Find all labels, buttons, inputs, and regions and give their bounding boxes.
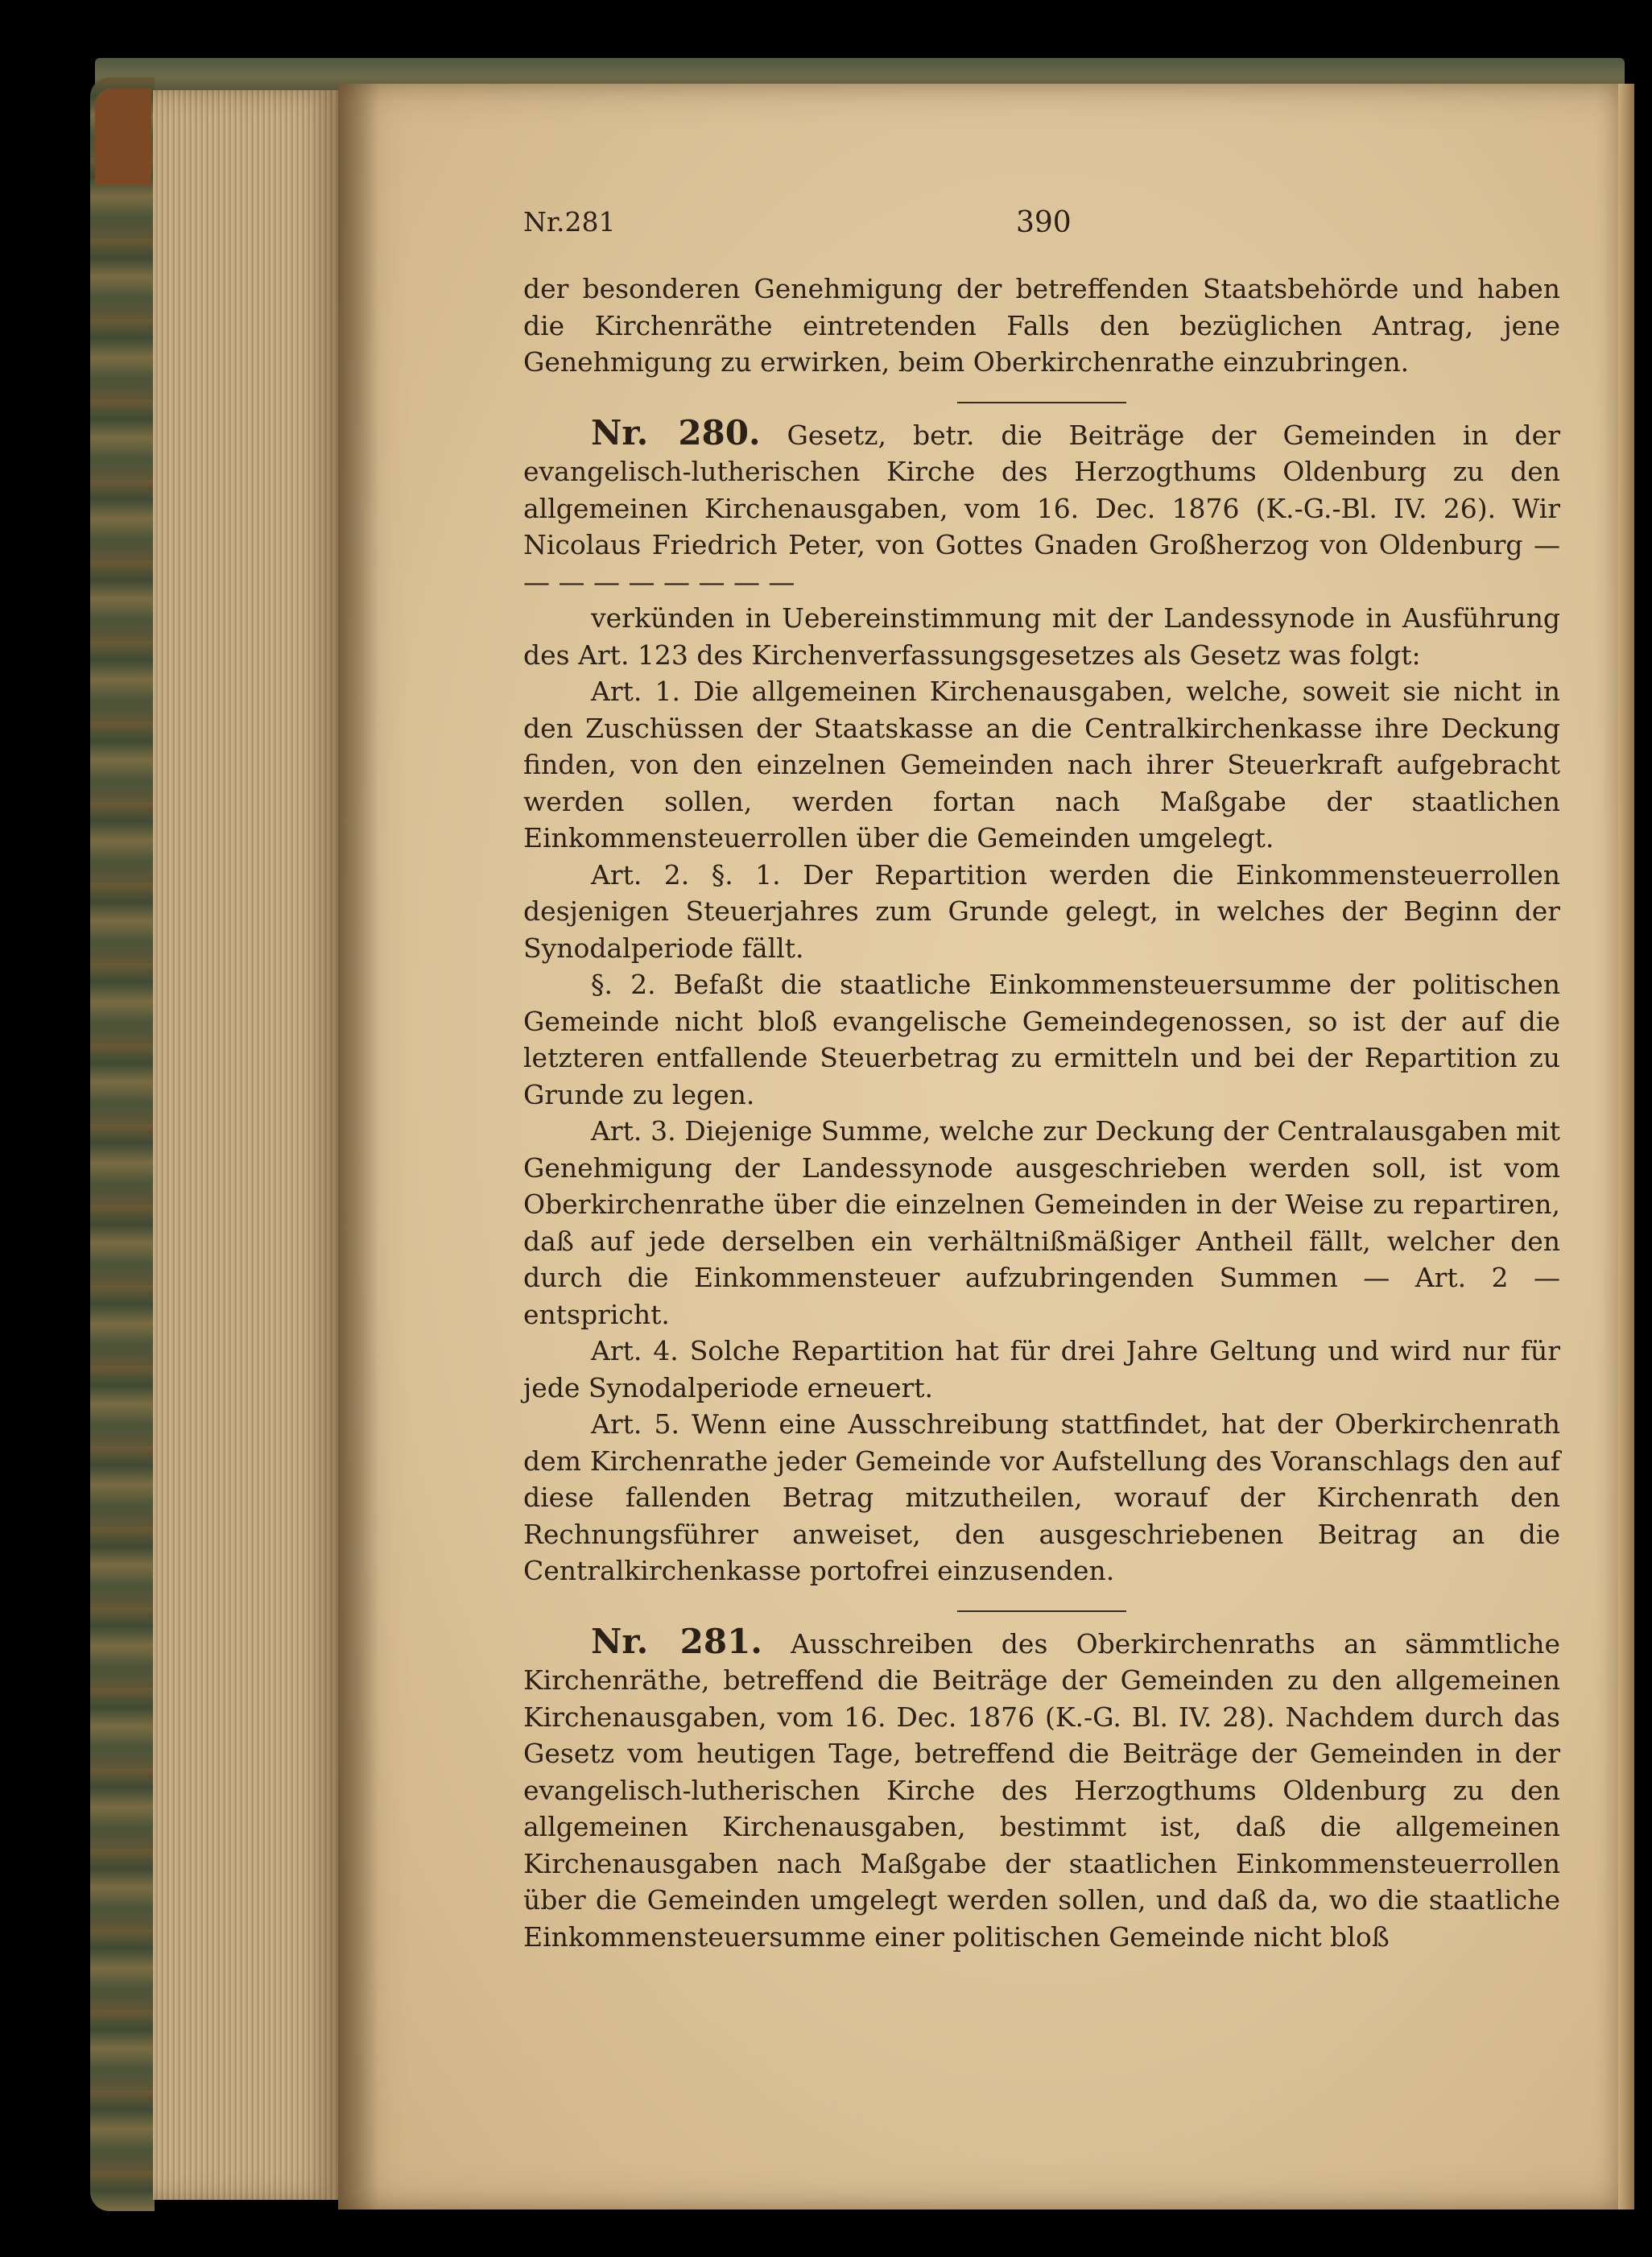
leather-corner	[95, 89, 151, 185]
nr280-art4: Art. 4. Solche Repartition hat für drei Jahre Geltung und wird nur für jede Synodalperiode erneuert.	[523, 1335, 1560, 1403]
page-number: 390	[1016, 206, 1072, 239]
intro-paragraph: der besonderen Genehmigung der betreffenden Staatsbehörde und haben die Kirchenräthe eintretenden Falls den bezüglichen Antrag, jene Genehmigung zu erwirken, beim Oberkirchenrathe einzubringen.	[523, 273, 1560, 378]
nr280-art1: Art. 1. Die allgemeinen Kirchenausgaben, welche, soweit sie nicht in den Zuschüssen der Staatskasse an die Centralkirchenkasse ihre Deckung finden, von den einzelnen Gemeinden nach ihrer Steuerkraft aufgebracht werden sollen, werden fortan nach Maßgabe der staatlichen Einkommensteuerrollen über die Gemeinden umgelegt.	[523, 676, 1560, 854]
nr280-art3: Art. 3. Diejenige Summe, welche zur Deckung der Centralausgaben mit Genehmigung der Landessynode ausgeschrieben werden soll, ist vom Oberkirchenrathe über die einzelnen Gemeinden in der Weise zu repartiren, daß auf jede derselben ein verhältnißmäßiger Antheil fällt, welcher den durch die Einkommensteuer aufzubringenden Summen — Art. 2 — entspricht.	[523, 1115, 1560, 1330]
nr280-art2: Art. 2. §. 1. Der Repartition werden die Einkommensteuerrollen desjenigen Steuerjahres zum Grunde gelegt, in welches der Beginn der Synodalperiode fällt.	[523, 858, 1560, 964]
nr281-heading	[523, 1623, 1560, 1956]
nr280-number: Nr. 280.	[591, 412, 761, 453]
header-section-number: Nr.281	[523, 206, 616, 238]
nr280-art5: Art. 5. Wenn eine Ausschreibung stattfindet, hat der Oberkirchenrath dem Kirchenrathe jeder Gemeinde vor Aufstellung des Voranschlags den auf diese fallenden Betrag mitzutheilen, worauf der Kirchenrath den Rechnungsführer anweiset, den ausgeschriebenen Beitrag an die Centralkirchenkasse portofrei einzusenden.	[523, 1408, 1560, 1586]
nr280-art2-par2: §. 2. Befaßt die staatliche Einkommensteuersumme der politischen Gemeinde nicht bloß evangelische Gemeindegenossen, so ist der auf die letzteren entfallende Steuerbetrag zu ermitteln und bei der Repartition zu Grunde zu legen.	[523, 969, 1560, 1110]
gutter-shadow	[338, 84, 378, 2209]
page-text	[523, 271, 1560, 1955]
nr280-enactment: verkünden in Uebereinstimmung mit der Landessynode in Ausführung des Art. 123 des Kirchenverfassungsgesetzes als Gesetz was folgt:	[523, 602, 1560, 671]
nr281-number: Nr. 281.	[591, 1621, 762, 1661]
nr281-text: Ausschreiben des Oberkirchenraths an sämmtliche Kirchenräthe, betreffend die Beiträge der Gemeinden zu den allgemeinen Kirchenausgaben, vom 16. Dec. 1876 (K.-G. Bl. IV. 28). Nachdem durch das Gesetz vom heutigen Tage, betreffend die Beiträge der Gemeinden in der evangelisch-lutherischen Kirche des Herzogthums Oldenburg zu den allgemeinen Kirchenausgaben, bestimmt ist, daß die allgemeinen Kirchenausgaben nach Maßgabe der staatlichen Einkommensteuerrollen über die Gemeinden umgelegt werden sollen, und daß da, wo die staatliche Einkommensteuersumme einer politischen Gemeinde nicht bloß	[523, 1627, 1560, 1953]
page-right-edge	[1618, 84, 1634, 2209]
nr280-title: Gesetz, betr. die Beiträge der Gemeinden in der evangelisch-lutherischen Kirche des Herzogthums Oldenburg zu den allgemeinen Kirchenausgaben, vom 16. Dec. 1876 (K.-G.-Bl. IV. 26). Wir Nicolaus Friedrich Peter, von Gottes Gnaden Großherzog von Oldenburg — — — — — — — — —	[523, 419, 1560, 597]
nr280-heading	[523, 412, 1560, 601]
marbled-cover-edge	[90, 77, 155, 2211]
running-header	[523, 206, 1560, 242]
page-stack-edges	[153, 90, 338, 2200]
